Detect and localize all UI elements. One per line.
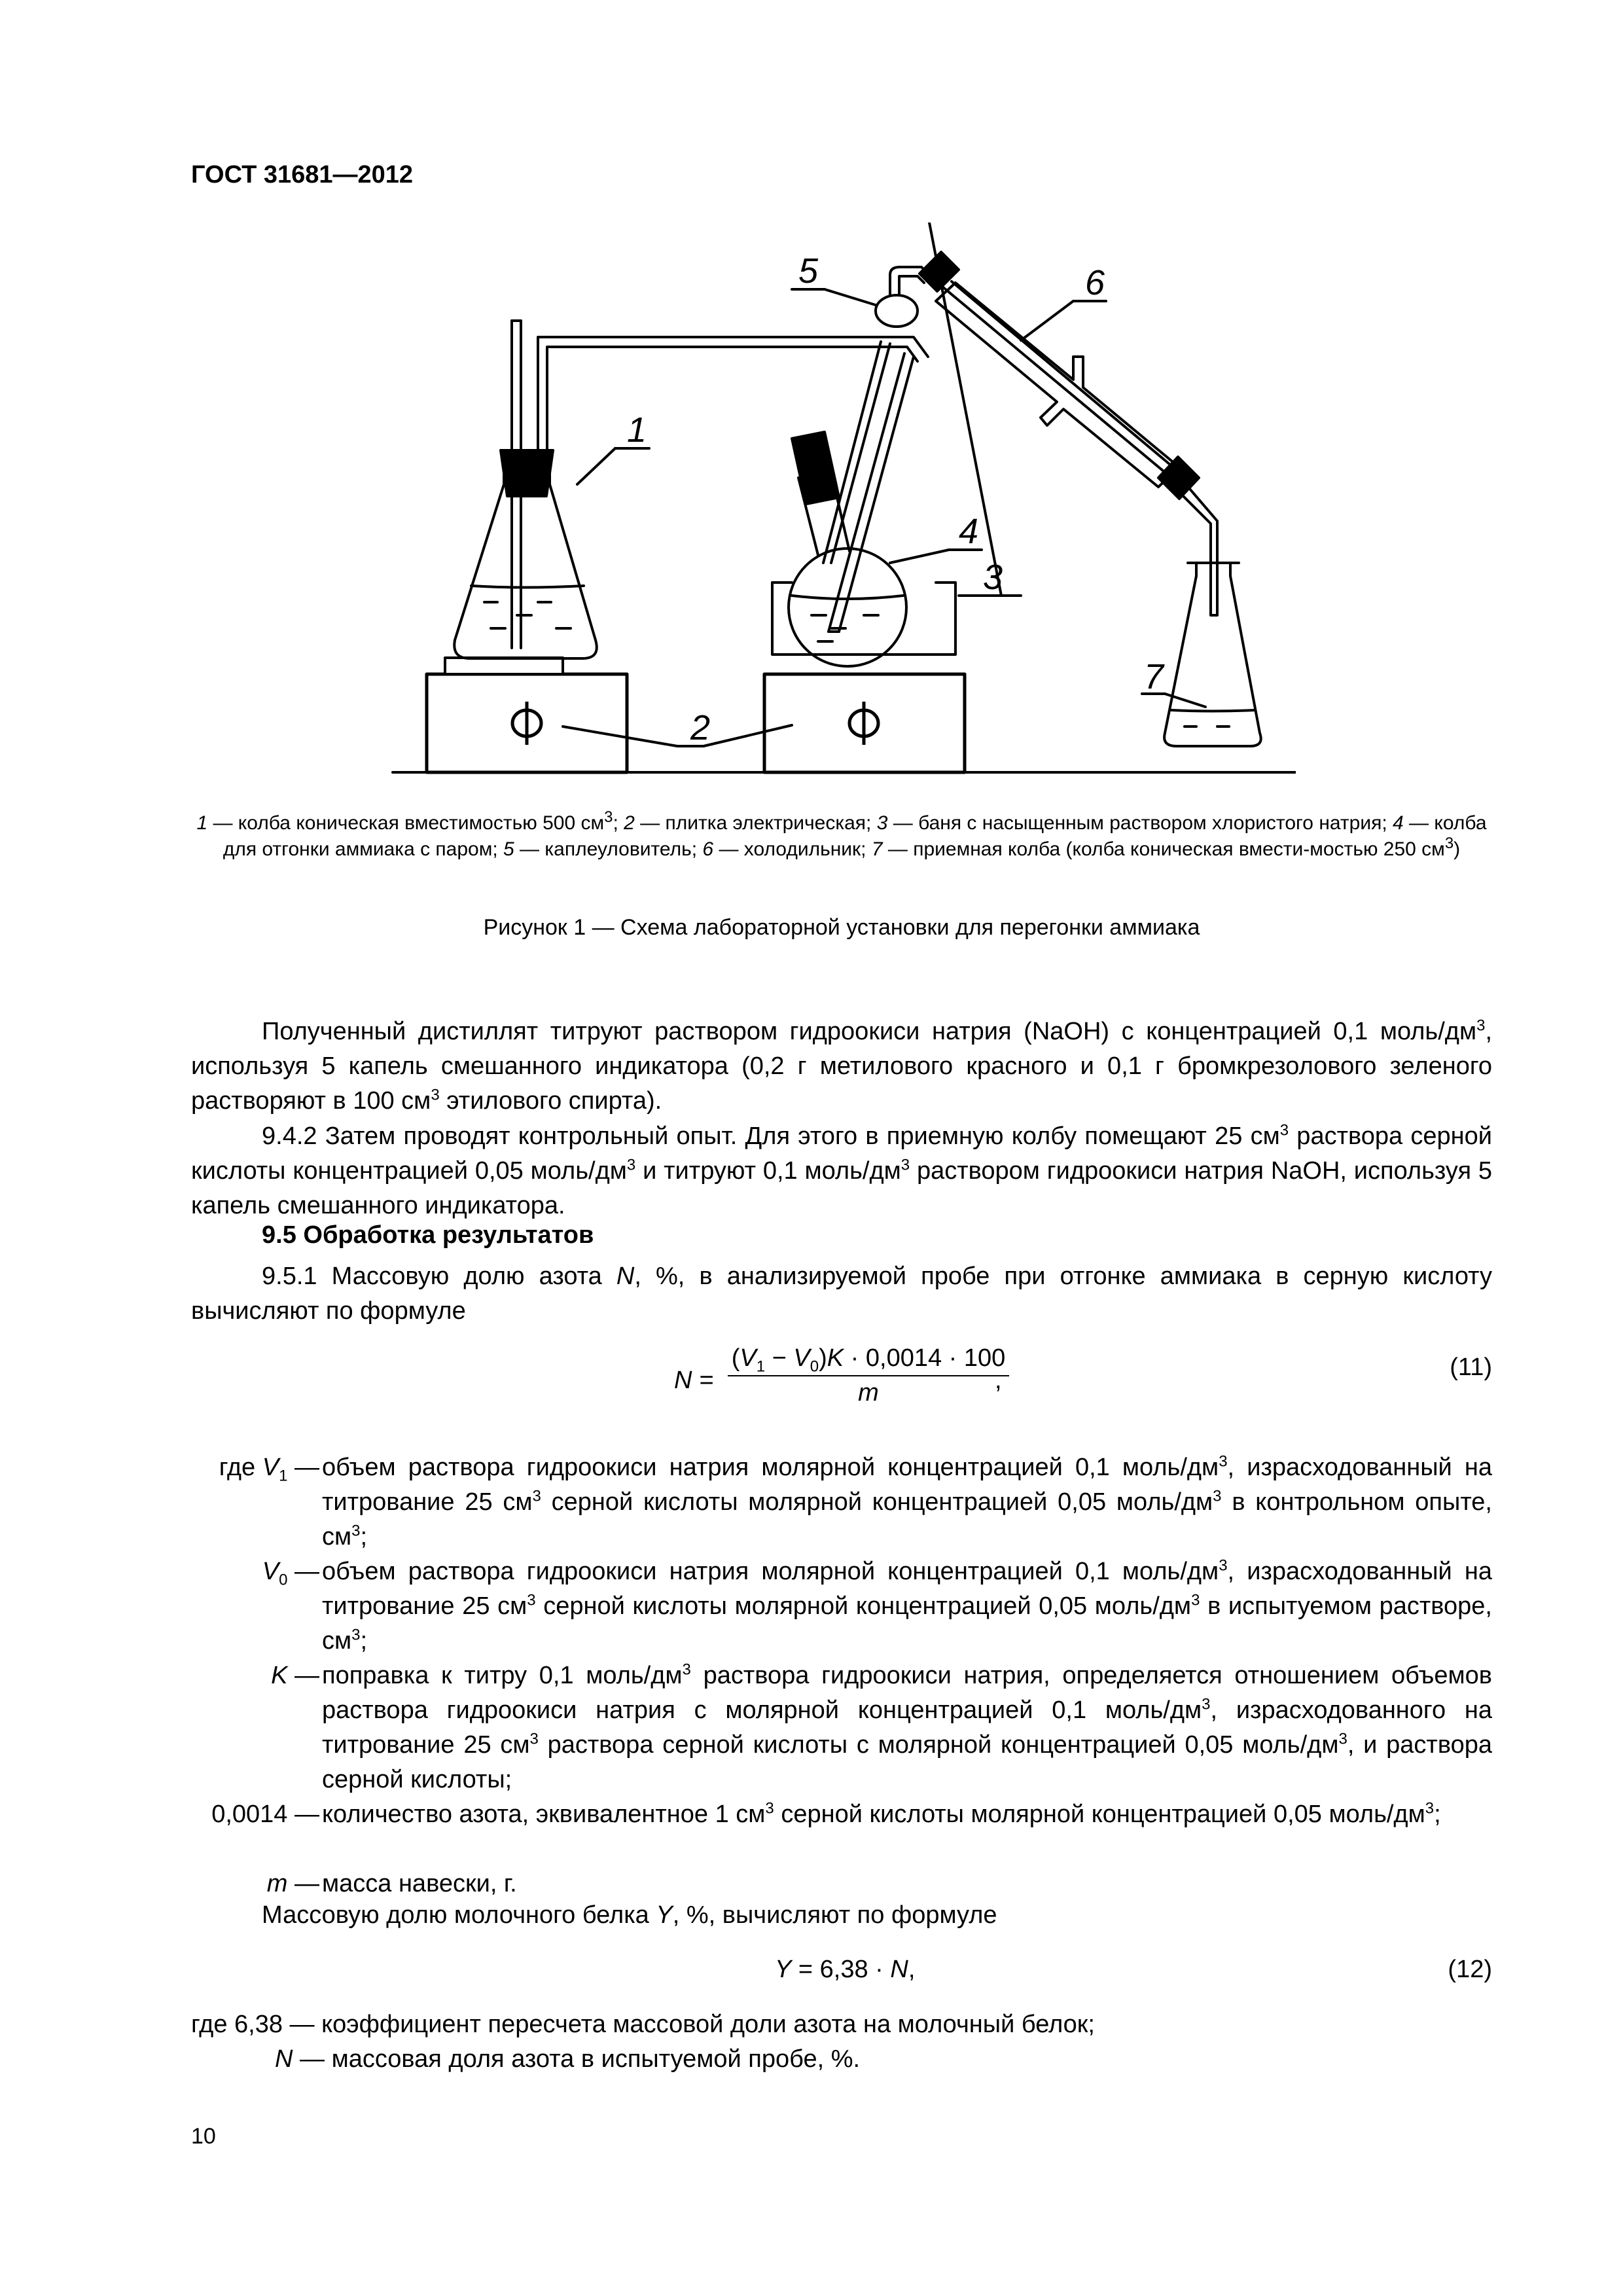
- label-6: 6: [1085, 263, 1105, 302]
- paragraph-9-5-1: 9.5.1 Массовую долю азота N, %, в анализируемой пробе при отгонке аммиака в серную кислоту вычисляют по формуле: [191, 1263, 1492, 1325]
- formula-11-fraction: $(V_1 - V_0)K \cdot 0,0014 \cdot 100$ m: [728, 1344, 1009, 1407]
- page-number: 10: [191, 2124, 216, 2149]
- label-1: 1: [627, 410, 647, 450]
- formula-11: N = $(V_1 - V_0)K \cdot 0,0014 \cdot 100$ m ,: [674, 1344, 1014, 1423]
- label-5: 5: [798, 251, 819, 291]
- paragraph-protein: Массовую долю молочного белка Y, %, вычисляют по формуле: [262, 1901, 997, 1929]
- label-3: 3: [983, 558, 1003, 597]
- section-heading-9-5: 9.5 Обработка результатов: [262, 1221, 594, 1249]
- definition-6-38: где 6,38 — коэффициент пересчета массовой доли азота на молочный белок;: [191, 2011, 1095, 2038]
- formula-12: Y = 6,38 · N,: [775, 1956, 916, 1983]
- receiving-flask-7: [1164, 563, 1261, 746]
- document-header: ГОСТ 31681—2012: [191, 161, 414, 188]
- apparatus-diagram: [366, 223, 1296, 798]
- stopper-4: [792, 432, 839, 504]
- drop-catcher-5: [876, 295, 918, 327]
- conical-flask-1: [454, 470, 597, 658]
- paragraph-distillate: Полученный дистиллят титруют раствором гидроокиси натрия (NaOH) с концентрацией 0,1 моль/$дм^3$, используя 5 капель смешанного индикатора (0,2 г метилового красного и 0,1 г бромкрезолового зеленого растворяют в 100 $см^3$ этилового спирта).: [191, 1016, 1492, 1115]
- figure-legend: 1 — колба коническая вместимостью 500 $см^3$; 2 — плитка электрическая; 3 — баня с насыщенным раствором хлористого натрия; 4 — колба для отгонки аммиака с паром; 5 — каплеуловитель; 6 — холодильник; 7 — приемная колба (колба коническая вмести-мостью 250 $см^3$): [196, 808, 1487, 860]
- label-4: 4: [959, 512, 979, 551]
- label-7: 7: [1144, 657, 1164, 696]
- equation-number-11: (11): [1450, 1354, 1492, 1381]
- equation-number-12: (12): [1448, 1956, 1492, 1983]
- stopper-1: [501, 450, 553, 496]
- label-2: 2: [690, 708, 711, 747]
- definition-n: N — массовая доля азота в испытуемой пробе, %.: [275, 2045, 861, 2073]
- paragraph-9-4-2: 9.4.2 Затем проводят контрольный опыт. Для этого в приемную колбу помещают 25 $см^3$ раствора серной кислоты концентрацией 0,05 моль/$дм^3$ и титруют 0,1 моль/$дм^3$ раствором гидроокиси натрия NaOH, используя 5 капель смешанного индикатора.: [191, 1121, 1493, 1219]
- figure-title: Рисунок 1 — Схема лабораторной установки для перегонки аммиака: [483, 915, 1200, 940]
